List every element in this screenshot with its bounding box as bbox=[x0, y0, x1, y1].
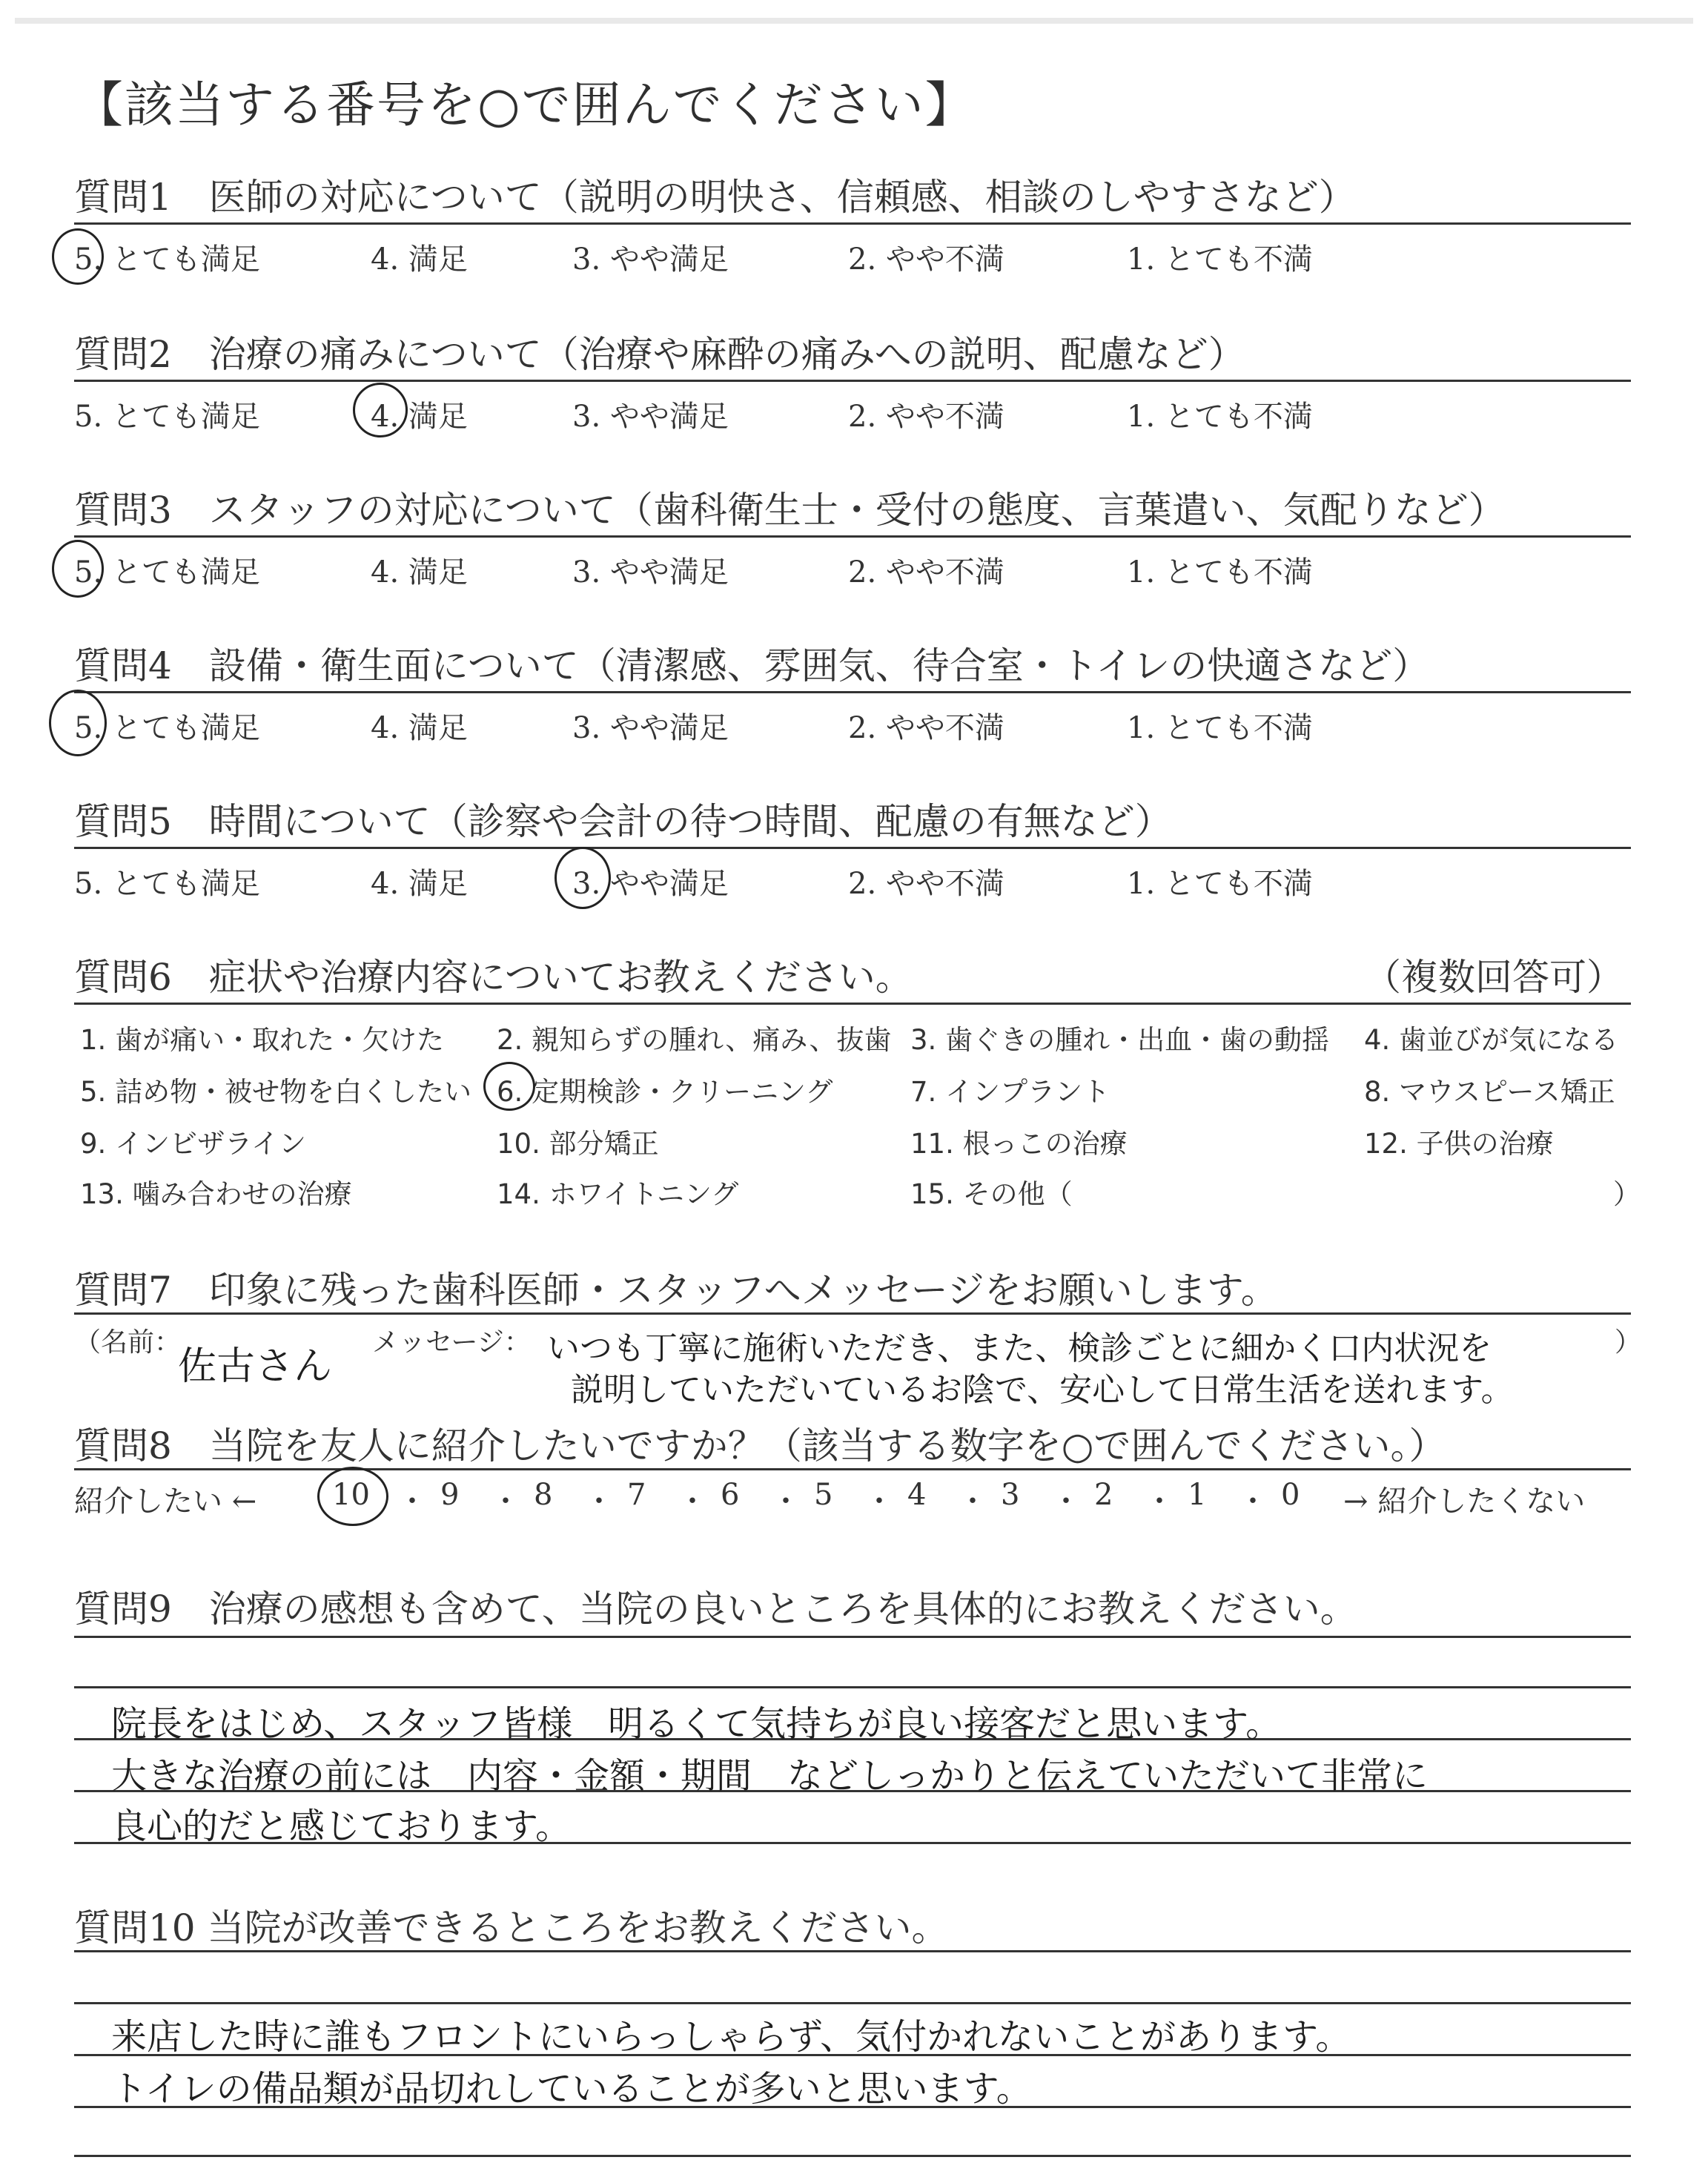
q5-option-3[interactable]: 3. やや満足 bbox=[572, 867, 729, 901]
q2-option-4[interactable]: 4. 満足 bbox=[371, 400, 468, 434]
question-4-rule bbox=[74, 691, 1631, 693]
q6-option-12[interactable]: 12. 子供の治療 bbox=[1364, 1128, 1554, 1160]
q3-selection-circle bbox=[52, 540, 104, 598]
q10-answer-line-1[interactable]: 来店した時に誰もフロントにいらっしゃらず、気付かれないことがあります。 bbox=[111, 2016, 1351, 2058]
q6-option-4[interactable]: 4. 歯並びが気になる bbox=[1364, 1024, 1619, 1056]
q1-option-2[interactable]: 2. やや不満 bbox=[848, 242, 1004, 277]
q8-scale-0[interactable]: 0 bbox=[1281, 1478, 1300, 1512]
question-10-rule-1 bbox=[74, 1950, 1631, 1952]
q5-option-2[interactable]: 2. やや不満 bbox=[848, 867, 1004, 901]
q7-name-value[interactable]: 佐古さん bbox=[178, 1344, 333, 1389]
q2-option-2[interactable]: 2. やや不満 bbox=[848, 400, 1004, 434]
q6-option-6[interactable]: 6. 定期検診・クリーニング bbox=[497, 1076, 833, 1108]
question-3-rule bbox=[74, 535, 1631, 538]
q8-scale-4[interactable]: 4 bbox=[907, 1478, 927, 1512]
q1-option-5[interactable]: 5. とても満足 bbox=[74, 242, 260, 277]
q6-option-5[interactable]: 5. 詰め物・被せ物を白くしたい bbox=[80, 1076, 472, 1108]
question-9-rule-1 bbox=[74, 1636, 1631, 1638]
q9-answer-line-2[interactable]: 大きな治療の前には 内容・金額・期間 などしっかりと伝えていただいて非常に bbox=[111, 1755, 1429, 1797]
q7-name-label: （名前： bbox=[74, 1327, 182, 1358]
q8-dot: ・ bbox=[1238, 1484, 1268, 1519]
q8-scale-5[interactable]: 5 bbox=[814, 1478, 833, 1512]
question-9-rule-2 bbox=[74, 1686, 1631, 1688]
q2-option-1[interactable]: 1. とても不満 bbox=[1127, 400, 1313, 434]
q4-selection-circle bbox=[49, 690, 107, 756]
q7-message-label: メッセージ： bbox=[372, 1327, 531, 1358]
q5-option-5[interactable]: 5. とても満足 bbox=[74, 867, 260, 901]
q6-option-10[interactable]: 10. 部分矯正 bbox=[497, 1128, 659, 1160]
question-8-title: 質問8 当院を友人に紹介したいですか？（該当する数字を○で囲んでください。） bbox=[74, 1424, 1446, 1467]
q8-dot: ・ bbox=[864, 1484, 894, 1519]
q6-option-13[interactable]: 13. 噛み合わせの治療 bbox=[80, 1178, 352, 1210]
q8-dot: ・ bbox=[1051, 1484, 1081, 1519]
q4-option-5[interactable]: 5. とても満足 bbox=[74, 711, 260, 745]
q8-scale-9[interactable]: 9 bbox=[440, 1478, 460, 1512]
q3-option-2[interactable]: 2. やや不満 bbox=[848, 555, 1004, 589]
q8-scale-2[interactable]: 2 bbox=[1094, 1478, 1113, 1512]
q8-dot: ・ bbox=[491, 1484, 520, 1519]
q8-dot: ・ bbox=[771, 1484, 801, 1519]
q6-option-9[interactable]: 9. インビザライン bbox=[80, 1128, 306, 1160]
q6-selection-circle bbox=[483, 1062, 535, 1111]
question-7-title: 質問7 印象に残った歯科医師・スタッフへメッセージをお願いします。 bbox=[74, 1269, 1278, 1312]
q8-dot: ・ bbox=[584, 1484, 614, 1519]
q2-selection-circle bbox=[353, 383, 408, 437]
question-2-title: 質問2 治療の痛みについて（治療や麻酔の痛みへの説明、配慮など） bbox=[74, 333, 1245, 376]
q6-option-11[interactable]: 11. 根っこの治療 bbox=[910, 1128, 1128, 1160]
q4-option-4[interactable]: 4. 満足 bbox=[371, 711, 468, 745]
q1-option-1[interactable]: 1. とても不満 bbox=[1127, 242, 1313, 277]
q8-scale-3[interactable]: 3 bbox=[1001, 1478, 1020, 1512]
q9-answer-line-3[interactable]: 良心的だと感じております。 bbox=[111, 1806, 572, 1847]
q4-option-2[interactable]: 2. やや不満 bbox=[848, 711, 1004, 745]
q8-dot: ・ bbox=[1145, 1484, 1174, 1519]
q1-option-4[interactable]: 4. 満足 bbox=[371, 242, 468, 277]
question-3-title: 質問3 スタッフの対応について（歯科衛生士・受付の態度、言葉遣い、気配りなど） bbox=[74, 489, 1506, 532]
q6-option-1[interactable]: 1. 歯が痛い・取れた・欠けた bbox=[80, 1024, 445, 1056]
q2-option-3[interactable]: 3. やや満足 bbox=[572, 400, 729, 434]
question-10-title: 質問10 当院が改善できるところをお教えください。 bbox=[74, 1906, 949, 1949]
q6-option-3[interactable]: 3. 歯ぐきの腫れ・出血・歯の動揺 bbox=[910, 1024, 1330, 1056]
q4-option-1[interactable]: 1. とても不満 bbox=[1127, 711, 1313, 745]
q7-message-line-2[interactable]: 説明していただいているお陰で、安心して日常生活を送れます。 bbox=[571, 1371, 1514, 1409]
q6-option-14[interactable]: 14. ホワイトニング bbox=[497, 1178, 739, 1210]
page-top-edge bbox=[15, 18, 1693, 24]
q5-selection-circle bbox=[555, 847, 611, 909]
form-heading: 【該当する番号を○で囲んでください】 bbox=[74, 76, 976, 133]
q3-option-3[interactable]: 3. やや満足 bbox=[572, 555, 729, 589]
question-5-title: 質問5 時間について（診察や会計の待つ時間、配慮の有無など） bbox=[74, 800, 1172, 843]
q8-selection-circle bbox=[317, 1467, 388, 1526]
q6-option-8[interactable]: 8. マウスピース矯正 bbox=[1364, 1076, 1615, 1108]
q8-right-label: → 紹介したくない bbox=[1343, 1484, 1586, 1519]
q7-message-line-1[interactable]: いつも丁寧に施術いただき、また、検診ごとに細かく口内状況を bbox=[547, 1330, 1492, 1367]
q10-answer-line-2[interactable]: トイレの備品類が品切れしていることが多いと思います。 bbox=[111, 2068, 1032, 2110]
q7-close-paren: ） bbox=[1615, 1327, 1642, 1358]
q6-option-7[interactable]: 7. インプラント bbox=[910, 1076, 1110, 1108]
question-2-rule bbox=[74, 380, 1631, 382]
q8-scale-7[interactable]: 7 bbox=[627, 1478, 646, 1512]
question-1-rule bbox=[74, 222, 1631, 225]
question-5-rule bbox=[74, 847, 1631, 849]
q9-answer-line-1[interactable]: 院長をはじめ、スタッフ皆様 明るくて気持ちが良い接客だと思います。 bbox=[111, 1703, 1282, 1745]
question-10-rule-5 bbox=[74, 2155, 1631, 2157]
q8-dot: ・ bbox=[958, 1484, 987, 1519]
question-6-note: （複数回答可） bbox=[1364, 956, 1623, 999]
q2-option-5[interactable]: 5. とても満足 bbox=[74, 400, 260, 434]
q4-option-3[interactable]: 3. やや満足 bbox=[572, 711, 729, 745]
question-6-title: 質問6 症状や治療内容についてお教えください。 bbox=[74, 956, 913, 999]
q6-option-15-close: ） bbox=[1613, 1178, 1641, 1210]
q8-dot: ・ bbox=[678, 1484, 707, 1519]
q8-dot: ・ bbox=[397, 1484, 427, 1519]
question-8-rule bbox=[74, 1468, 1631, 1470]
question-6-rule bbox=[74, 1003, 1631, 1005]
question-10-rule-2 bbox=[74, 2002, 1631, 2004]
q5-option-1[interactable]: 1. とても不満 bbox=[1127, 867, 1313, 901]
q6-option-15[interactable]: 15. その他（ bbox=[910, 1178, 1073, 1210]
q8-scale-8[interactable]: 8 bbox=[534, 1478, 553, 1512]
q8-scale-10[interactable]: 10 bbox=[332, 1478, 370, 1512]
q3-option-5[interactable]: 5. とても満足 bbox=[74, 555, 260, 589]
q1-selection-circle bbox=[52, 228, 104, 285]
question-9-title: 質問9 治療の感想も含めて、当院の良いところを具体的にお教えください。 bbox=[74, 1588, 1357, 1631]
q3-option-4[interactable]: 4. 満足 bbox=[371, 555, 468, 589]
q8-left-label: 紹介したい ← bbox=[74, 1484, 257, 1519]
question-7-rule bbox=[74, 1312, 1631, 1315]
q8-scale-1[interactable]: 1 bbox=[1188, 1478, 1207, 1512]
q3-option-1[interactable]: 1. とても不満 bbox=[1127, 555, 1313, 589]
q1-option-3[interactable]: 3. やや満足 bbox=[572, 242, 729, 277]
q6-option-2[interactable]: 2. 親知らずの腫れ、痛み、抜歯 bbox=[497, 1024, 892, 1056]
question-4-title: 質問4 設備・衛生面について（清潔感、雰囲気、待合室・トイレの快適さなど） bbox=[74, 644, 1430, 687]
question-1-title: 質問1 医師の対応について（説明の明快さ、信頼感、相談のしやすさなど） bbox=[74, 176, 1356, 219]
q8-scale-6[interactable]: 6 bbox=[721, 1478, 740, 1512]
q5-option-4[interactable]: 4. 満足 bbox=[371, 867, 468, 901]
